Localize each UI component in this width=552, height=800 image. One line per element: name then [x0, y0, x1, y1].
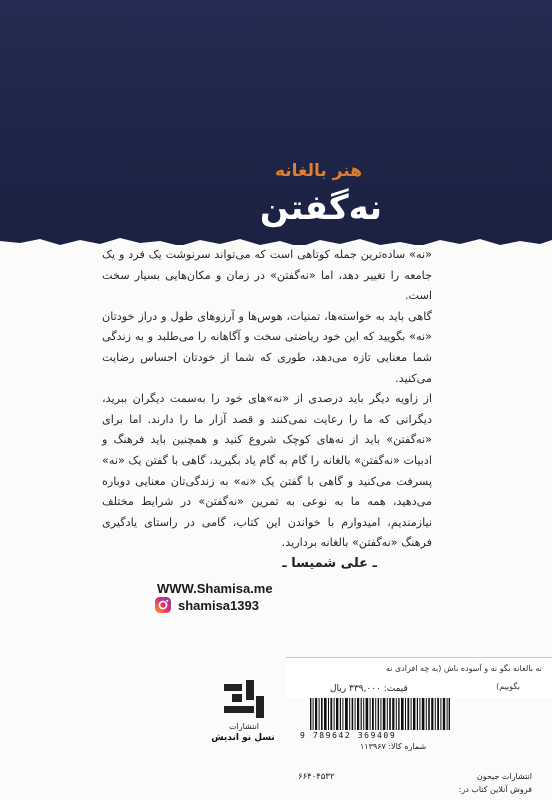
blurb-text: [102, 245, 432, 554]
sticker-title: نه بالغانه بگو نه و آسوده باش (به چه افرادی نه: [385, 664, 542, 673]
distributor-name: انتشارات جیحون: [476, 772, 532, 781]
subtitle: هنر بالغانه: [274, 161, 362, 181]
isbn-barcode: [310, 698, 450, 730]
instagram-handle: shamisa1393: [178, 597, 259, 613]
blurb-paragraph: گاهی باید به خواسته‌ها، تمنیات، هوس‌ها و آرزوهای طول و دراز خودتان «نه» بگویید که این خود ریاضتی سخت و آگاهانه را می‌طلبد و به زندگی شما معنایی تازه می‌دهد، طوری که شما از خودتان احساس رضایت می‌کنید.: [102, 309, 432, 385]
online-sales-label: فروش آنلاین کتاب در:: [458, 785, 532, 794]
book-title: نه‌گفتن: [259, 188, 382, 228]
publisher-logo: [222, 678, 266, 722]
instagram-row[interactable]: [154, 596, 259, 614]
publisher-name: نسل نو اندیش: [211, 733, 275, 743]
publisher-label: انتشارات: [228, 722, 260, 731]
author-signature: ـ علی شمیسا ـ: [282, 556, 377, 571]
label-sticker: [286, 657, 552, 698]
price-label: قیمت: ۳۳۹,۰۰۰ ریال: [330, 684, 408, 694]
isbn-number: 9 789642 369409: [300, 731, 397, 740]
sticker-title-end: بگوییم): [496, 682, 520, 691]
instagram-icon: [154, 596, 172, 614]
blurb-paragraph: «نه» ساده‌ترین جمله کوتاهی است که می‌تواند سرنوشت یک فرد و یک جامعه را تغییر دهد، اما «نه‌گفتن» در زمان و مکان‌هایی بسیار سخت است.: [102, 248, 432, 303]
product-code: شماره کالا: ۱۱۳۹۶۷: [360, 742, 427, 751]
website-link[interactable]: WWW.Shamisa.me: [157, 581, 273, 596]
blurb-paragraph: از زاویه دیگر باید درصدی از «نه»های خود را به‌سمت دیگران ببرید، دیگرانی که ما را رعایت نمی‌کنند و قصد آزار ما را دارند. اما برای «نه‌گفتن» باید از نه‌های کوچک شروع کنید و همچنین باید فرهنگ و ادبیات «نه‌گفتن» بالغانه را گام به گام یاد بگیرید، گاهی با گفتن یک «نه» پسرفت می‌کنید و گاهی با گفتن یک «نه» به زندگی‌تان معنایی دوباره می‌دهید، همه ما به نوعی به تمرین «نه‌گفتن» در شرایط مختلف نیازمندیم، امیدوارم با خواندن این کتاب، گامی در راستای یادگیری فرهنگ «نه‌گفتن» بالغانه بردارید.: [102, 392, 432, 550]
phone-number: ۶۶۴۰۴۵۳۲: [298, 772, 335, 782]
